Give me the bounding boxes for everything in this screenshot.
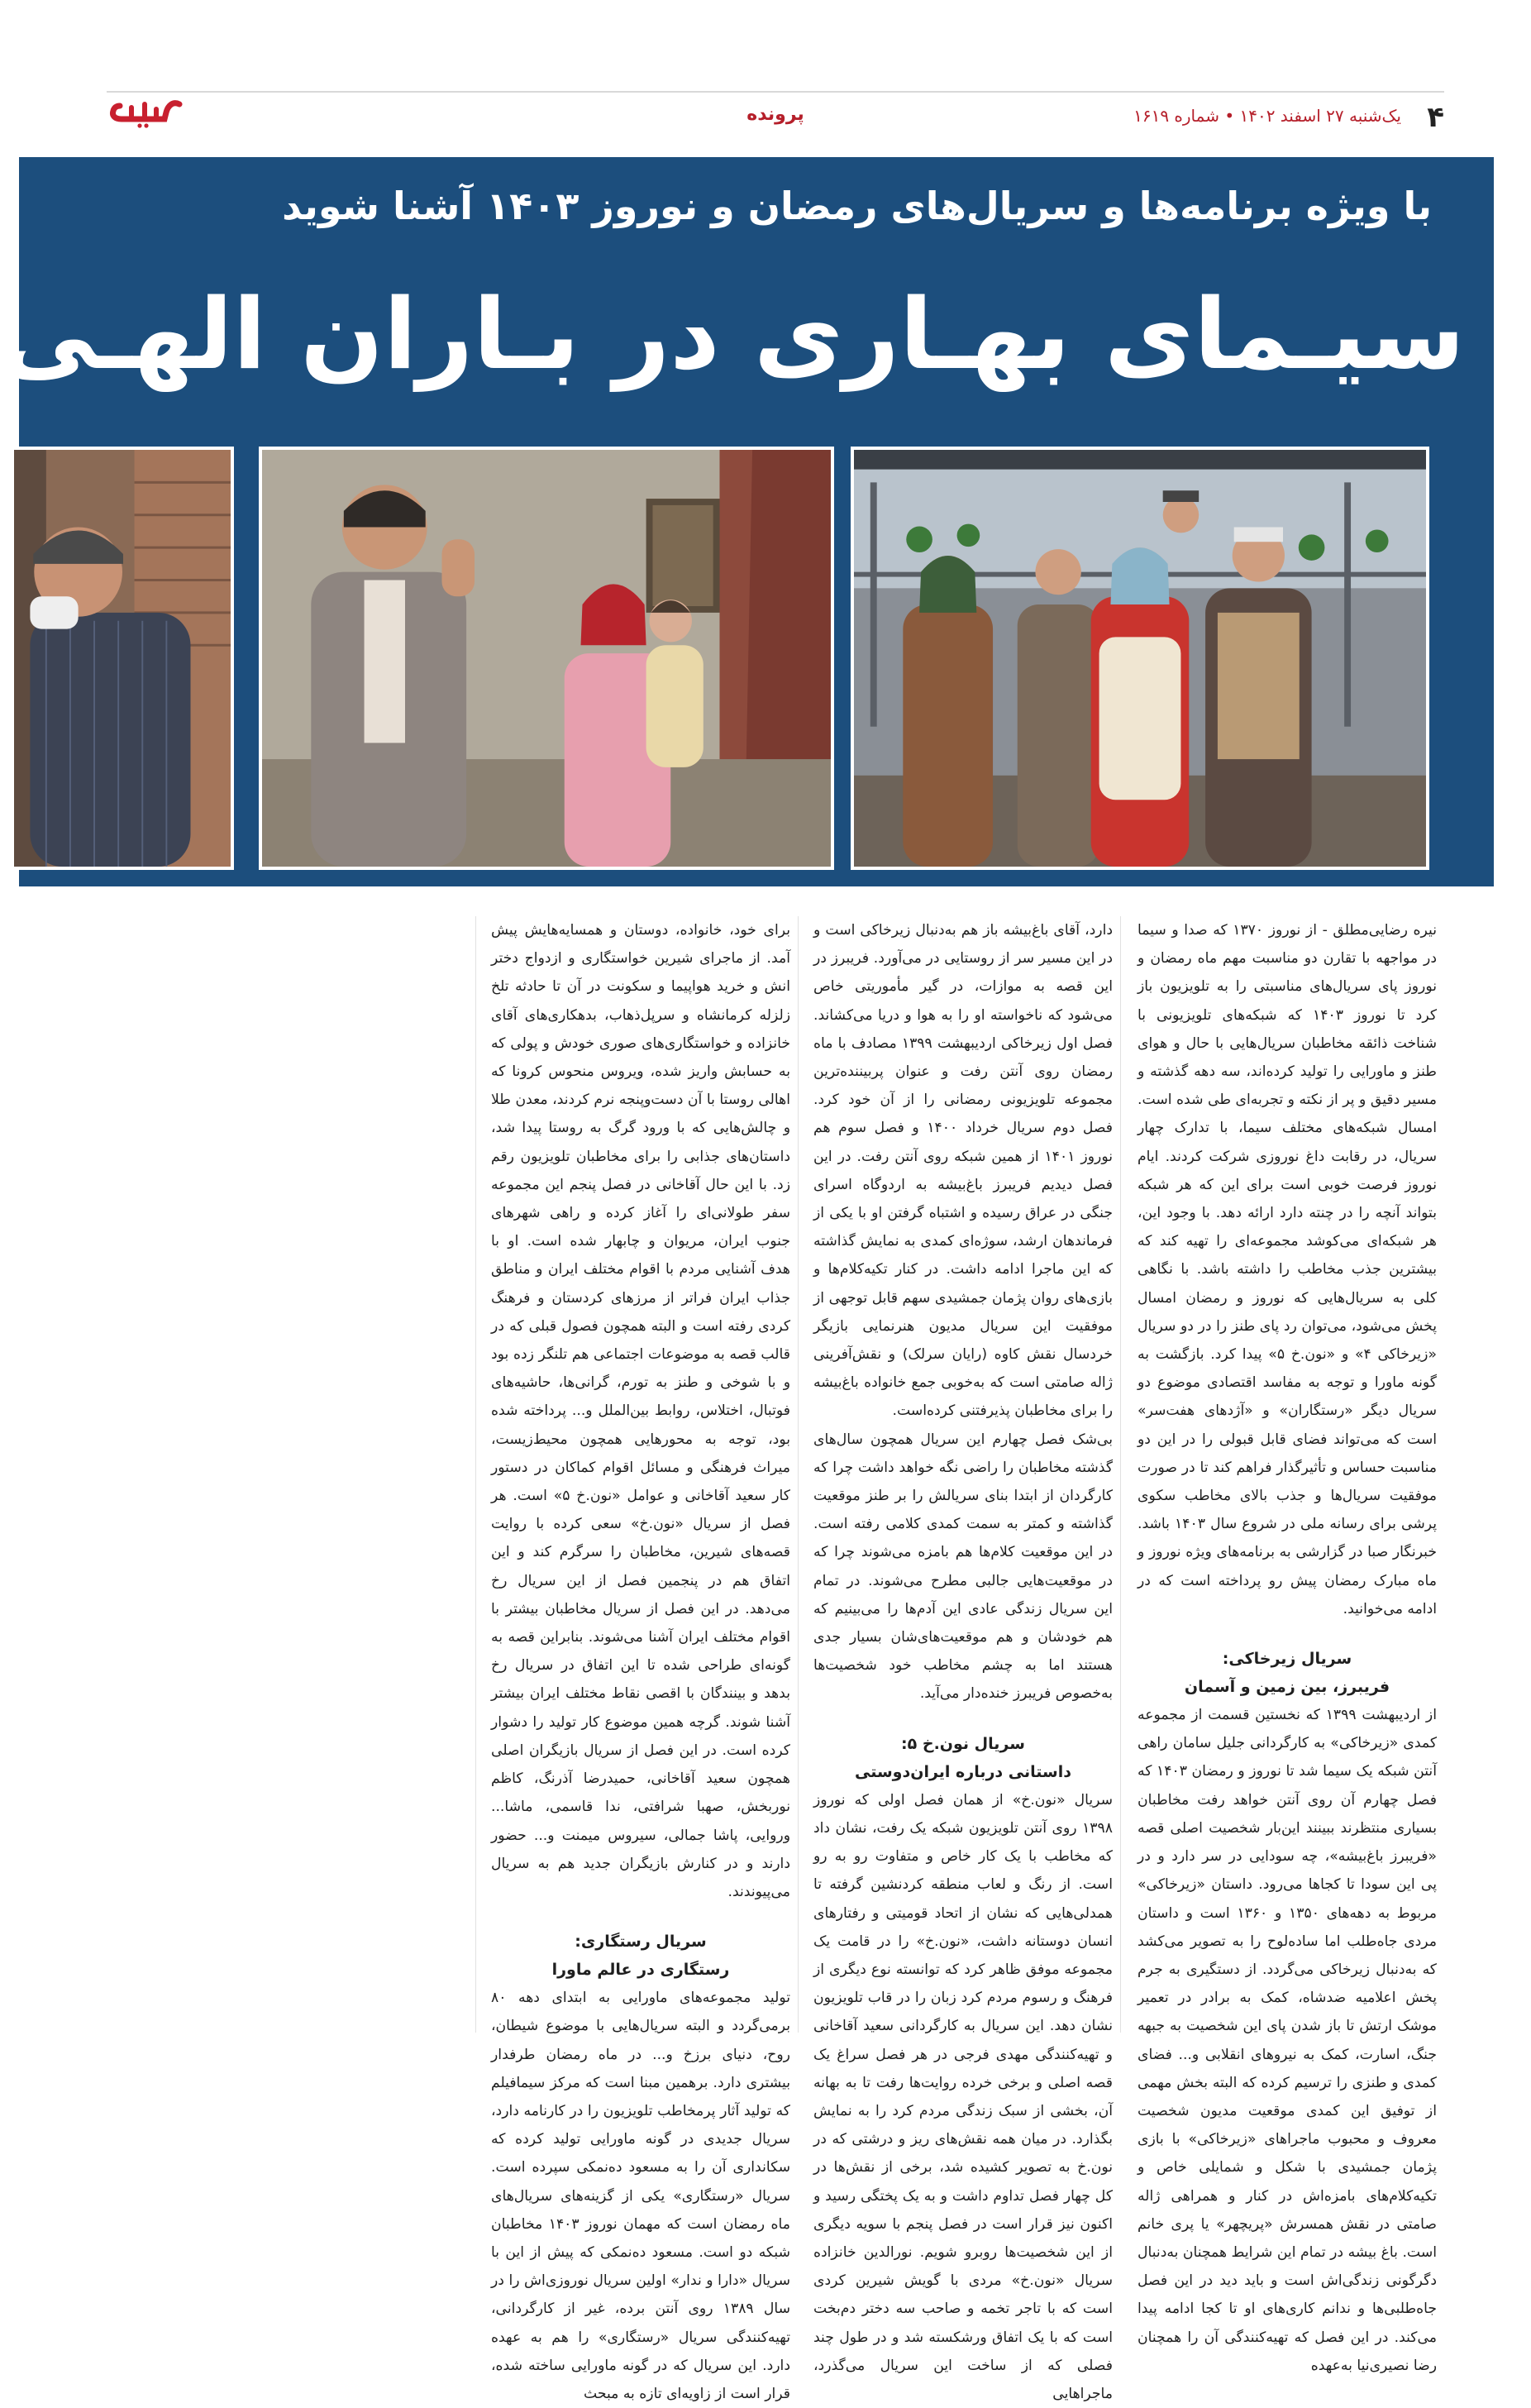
subhead-subtitle: داستانی درباره ایران‌دوستی (855, 1762, 1071, 1781)
photo-noon-khe-cast (259, 447, 834, 870)
column-divider (798, 916, 799, 2033)
subhead-subtitle: رستگاری در عالم ماورا (551, 1961, 730, 1980)
article-column-1 (1138, 916, 1437, 2380)
body-paragraph: تولید مجموعه‌های ماورایی به ابتدای دهه ۸۰ برمی‌گردد و البته سریال‌هایی با موضوع شیطان، روح، دنیای برزخ و... در ماه رمضان طرفدار بیشتری دارد. برهمین مبنا است که مرکز سیمافیلم که تولید آثار پرمخاطب تلویزیون را در کارنامه دارد، سریال جدیدی در گونه ماورایی تولید کرده که سکانداری آن را به مسعود ده‌نمکی سپرده است. سریال «رستگاری» یکی از گزینه‌های سریال‌های ماه رمضان است که مهمان نوروز ۱۴۰۳ مخاطبان شبکه دو است. مسعود ده‌نمکی که پیش از این با سریال «دارا و ندار» اولین سریال نوروزی‌اش را در سال ۱۳۸۹ روی آنتن برده، غیر از کارگردانی، تهیه‌کنندگی سریال «رستگاری» را هم به عهده دارد. این سریال که در گونه ماورایی ساخته شده، قرار است از زاویه‌ای تازه به مبحث (491, 1990, 790, 2402)
photo-rastegari-actor (11, 447, 234, 870)
issue-info: یک‌شنبه ۲۷ اسفند ۱۴۰۲ • شماره ۱۶۱۹ (1133, 106, 1401, 126)
article-column-2 (813, 916, 1113, 2408)
subhead-noon-khe (813, 1730, 1113, 1786)
body-paragraph: از اردیبهشت ۱۳۹۹ که نخستین قسمت از مجموعه کمدی «زیرخاکی» به کارگردانی جلیل سامان راهی آنتن شبکه یک سیما شد تا نوروز و رمضان ۱۴۰۳ که فصل چهارم آن روی آنتن خواهد رفت مخاطبان بسیاری منتظرند ببینند این‌بار شخصیت اصلی قصه «فریبرز باغ‌بیشه»، چه سودایی در سر دارد و در پی این سودا تا کجاها می‌رود. داستان «زیرخاکی» مربوط به دهه‌های ۱۳۵۰ و ۱۳۶۰ است و داستان مردی جاه‌طلب اما ساده‌لوح را به تصویر می‌کشد که به‌دنبال زیرخاکی می‌گردد. از دستگیری به جرم پخش اعلامیه ضدشاه، کمک به برادر در تعمیر موشک ارتش تا باز شدن پای این شخصیت به جبهه جنگ، اسارت، کمک به نیروهای انقلابی و... فضای کمدی و طنزی را ترسیم کرده که البته بخش مهمی از توفیق این کمدی موقعیت مدیون شخصیت معروف و محبوب ماجراهای «زیرخاکی» با بازی پژمان جمشیدی با شکل و شمایلی خاص و تکیه‌کلام‌های بامزه‌اش در کنار و همراهی ژاله صامتی در نقش همسرش «پریچهر» یا پری خانم است. باغ بیشه در تمام این شرایط همچنان به‌دنبال دگرگونی زندگی‌اش است و باید دید در این فصل جاه‌طلبی‌ها و ندانم کاری‌های او تا کجا ادامه پیدا می‌کند. در این فصل که تهیه‌کنندگی آن را همچنان رضا نصیری‌نیا به‌عهده (1138, 1707, 1438, 2374)
intro-paragraph: نیره رضایی‌مطلق - از نوروز ۱۳۷۰ که صدا و سیما در مواجهه با تقارن دو مناسبت مهم ماه رمضان و نوروز پای سریال‌های مناسبتی را به تلویزیون باز کرد تا نوروز ۱۴۰۳ که شبکه‌های تلویزیونی با شناخت ذائقه مخاطبان سریال‌هایی با حال و هوای طنز و ماورایی را تولید کرده‌اند، سه دهه گذشته و مسیر دقیق و پر از نکته و تجربه‌ای طی شده است. امسال شبکه‌های مختلف سیما، با تدارک چهار سریال، در رقابت داغ نوروزی شرکت کردند. ایام نوروز فرصت خوبی است برای این که هر شبکه بتواند آنچه را در چنته دارد ارائه دهد. با وجود این، هر شبکه‌ای می‌کوشد مجموعه‌ای را تهیه کند که بیشترین جذب مخاطب را داشته باشد. با نگاهی کلی به سریال‌هایی که نوروز و رمضان امسال پخش می‌شود، می‌توان رد پای طنز را در دو سریال «زیرخاکی ۴» و «نون.خ ۵» پیدا کرد. بازگشت به گونه ماورا و توجه به مفاسد اقتصادی موضوع دو سریال دیگر «رستگاران» و «آژدهای هفت‌سر» است که می‌تواند فضای قابل قبولی را در این دو مناسبت حساس و تأثیرگذار فراهم کند تا در صورت موفقیت سریال‌ها و جذب بالای مخاطب سکوی پرشی برای رسانه ملی در شروع سال ۱۴۰۳ باشد. خبرنگار صبا در گزارشی به برنامه‌های ویژه نوروز و ماه مبارک رمضان پیش رو پرداخته است که در ادامه می‌خوانید. (1138, 922, 1437, 1617)
body-paragraph: بی‌شک فصل چهارم این سریال همچون سال‌های گذشته مخاطبان را راضی نگه خواهد داشت چرا که کارگردان از ابتدا بنای سریالش را بر طنز موقعیت گذاشته و کمتر به سمت کمدی کلامی رفته است. در این موقعیت کلام‌ها هم بامزه می‌شوند چرا که در موقعیت‌هایی جالبی مطرح می‌شوند. در تمام این سریال زندگی عادی این آدم‌ها را می‌بینیم که هم خودشان و هم موقعیت‌های‌شان بسیار جدی هستند اما به چشم مخاطب خود شخصیت‌ها به‌خصوص فریبرز خنده‌دار می‌آید. (813, 1431, 1113, 1703)
column-divider (475, 916, 476, 2033)
headline: سیـمای بهـاری در بـاران الهـی (0, 277, 1465, 391)
subhead-subtitle: فریبرز، بین زمین و آسمان (1184, 1678, 1390, 1697)
body-paragraph: دارد، آقای باغ‌بیشه باز هم به‌دنبال زیرخاکی است و در این مسیر سر از روستایی در می‌آورد. فریبرز در این قصه به موازات، در گیر مأموریتی خاص می‌شود که ناخواسته او را به هوا و دریا می‌کشاند. فصل اول زیرخاکی اردیبهشت ۱۳۹۹ مصادف با ماه رمضان روی آنتن رفت و عنوان پربیننده‌ترین مجموعه تلویزیونی رمضانی را از آن خود کرد. فصل دوم سریال خرداد ۱۴۰۰ و فصل سوم هم نوروز ۱۴۰۱ از همین شبکه روی آنتن رفت. در این فصل دیدیم فریبرز باغ‌بیشه به اردوگاه اسرای جنگی در عراق رسیده و اشتباه گرفتن او با یکی از فرماندهان ارشد، سوژه‌ای کمدی به نمایش گذاشته که این ماجرا ادامه داشت. در کنار تکیه‌کلام‌ها و بازی‌های روان پژمان جمشیدی سهم قابل توجهی از موفقیت این سریال مدیون هنرنمایی بازیگر خردسال نقش کاوه (رایان سرلک) و نقش‌آفرینی ژاله صامتی است که به‌خوبی جمع خانواده باغ‌بیشه را برای مخاطبان پذیرفتنی کرده‌است. (813, 922, 1114, 1420)
subhead-rastegari (491, 1928, 790, 1984)
saba-logo (107, 94, 183, 129)
kicker: با ویژه برنامه‌ها و سریال‌های رمضان و نوروز ۱۴۰۳ آشنا شوید (282, 184, 1432, 228)
subhead-zirkhaki (1138, 1645, 1437, 1701)
page-header (107, 91, 1444, 134)
column-divider (1120, 916, 1121, 2033)
photo-zirkhaki-cast (851, 447, 1429, 870)
subhead-title: سریال رستگاری: (575, 1933, 707, 1952)
section-label: پرونده (746, 104, 804, 125)
page-number: ۴ (1427, 101, 1444, 134)
body-paragraph: برای خود، خانواده، دوستان و همسایه‌هایش پیش آمد. از ماجرای شیرین خواستگاری و ازدواج دختر انش و خرید هواپیما و سکونت در آن تا حادثه تلخ زلزله کرمانشاه و سرپل‌ذهاب، بدهکاری‌های آقای خانزاده و خواستگاری‌های صوری خودش و پولی که به حسابش واریز شده، ویروس منحوس کرونا که اهالی روستا با آن دست‌وپنجه نرم کردند، معدن طلا و چالش‌هایی که با ورود گرگ به روستا پیدا شد، داستان‌های جذابی را برای مخاطبان تلویزیون رقم زد. با این حال آقاخانی در فصل پنجم این مجموعه سفر طولانی‌ای را آغاز کرده و راهی شهرهای جنوب ایران، مریوان و چابهار شده است. او با هدف آشنایی مردم با اقوام مختلف ایران و مناطق جذاب ایران فراتر از مرزهای کردستان و فرهنگ کردی رفته است و البته همچون فصول قبلی که در قالب قصه به موضوعات اجتماعی هم تلنگر زده بود و با شوخی و طنز به تورم، گرانی‌ها، حاشیه‌های فوتبال، اختلاس، روابط بین‌الملل و... پرداخته شده بود، توجه به محورهایی همچون محیط‌زیست، میراث فرهنگی و مسائل اقوام کماکان در دستور کار سعید آقاخانی و عوامل «نون.خ ۵» است. هر فصل از سریال «نون.خ» سعی کرده با روایت قصه‌های شیرین، مخاطبان را سرگرم کند و این اتفاق هم در پنجمین فصل از این سریال رخ می‌دهد. در این فصل از سریال مخاطبان بیشتر با اقوام مختلف ایران آشنا می‌شوند. بنابراین قصه به گونه‌ای طراحی شده تا این اتفاق در سریال رخ بدهد و بینندگان با اقصی نقاط مختلف ایران بیشتر آشنا شوند. گرچه همین موضوع کار تولید را دشوار کرده است. در این فصل از سریال بازیگران اصلی همچون سعید آقاخانی، حمیدرضا آذرنگ، کاظم نوربخش، صهبا شرافتی، ندا قاسمی، ماشا... وروایی، پاشا جمالی، سیروس میمنت و... حضور دارند و در کنارش بازیگران جدید هم به سریال می‌پیوندند. (491, 922, 790, 1900)
subhead-title: سریال نون.خ ۵: (901, 1734, 1025, 1753)
article-column-3 (491, 916, 790, 2408)
body-paragraph: سریال «نون.خ» از همان فصل اولی که نوروز ۱۳۹۸ روی آنتن تلویزیون شبکه یک رفت، نشان داد که مخاطب با یک کار خاص و متفاوت رو به رو است. از رنگ و لعاب منطقه کردنشین گرفته تا همدلی‌هایی که نشان از اتحاد قومیتی و رفتارهای انسان دوستانه داشت، «نون.خ» را در قامت یک مجموعه موفق ظاهر کرد که توانسته نوع دیگری از فرهنگ و رسوم مردم کرد زبان را در قاب تلویزیون نشان دهد. این سریال به کارگردانی سعید آقاخانی و تهیه‌کنندگی مهدی فرجی در هر فصل سراغ یک قصه اصلی و برخی خرده روایت‌ها رفت تا به بهانه آن، بخشی از سبک زندگی مردم کرد را به نمایش بگذارد. در میان همه نقش‌های ریز و درشتی که در نون.خ به تصویر کشیده شد، برخی از نقش‌ها در کل چهار فصل تداوم داشت و به یک پختگی رسید و اکنون نیز قرار است در فصل پنجم با سویه دیگری از این شخصیت‌ها روبرو شویم. نورالدین خانزاده سریال «نون.خ» مردی با گویش شیرین کردی است که با تاجر تخمه و صاحب سه دختر دم‌بخت است که با یک اتفاق ورشکسته شد و در طول چند فصلی که از ساخت این سریال می‌گذرد، ماجراهایی (813, 1791, 1113, 2402)
subhead-title: سریال زیرخاکی: (1222, 1650, 1352, 1669)
